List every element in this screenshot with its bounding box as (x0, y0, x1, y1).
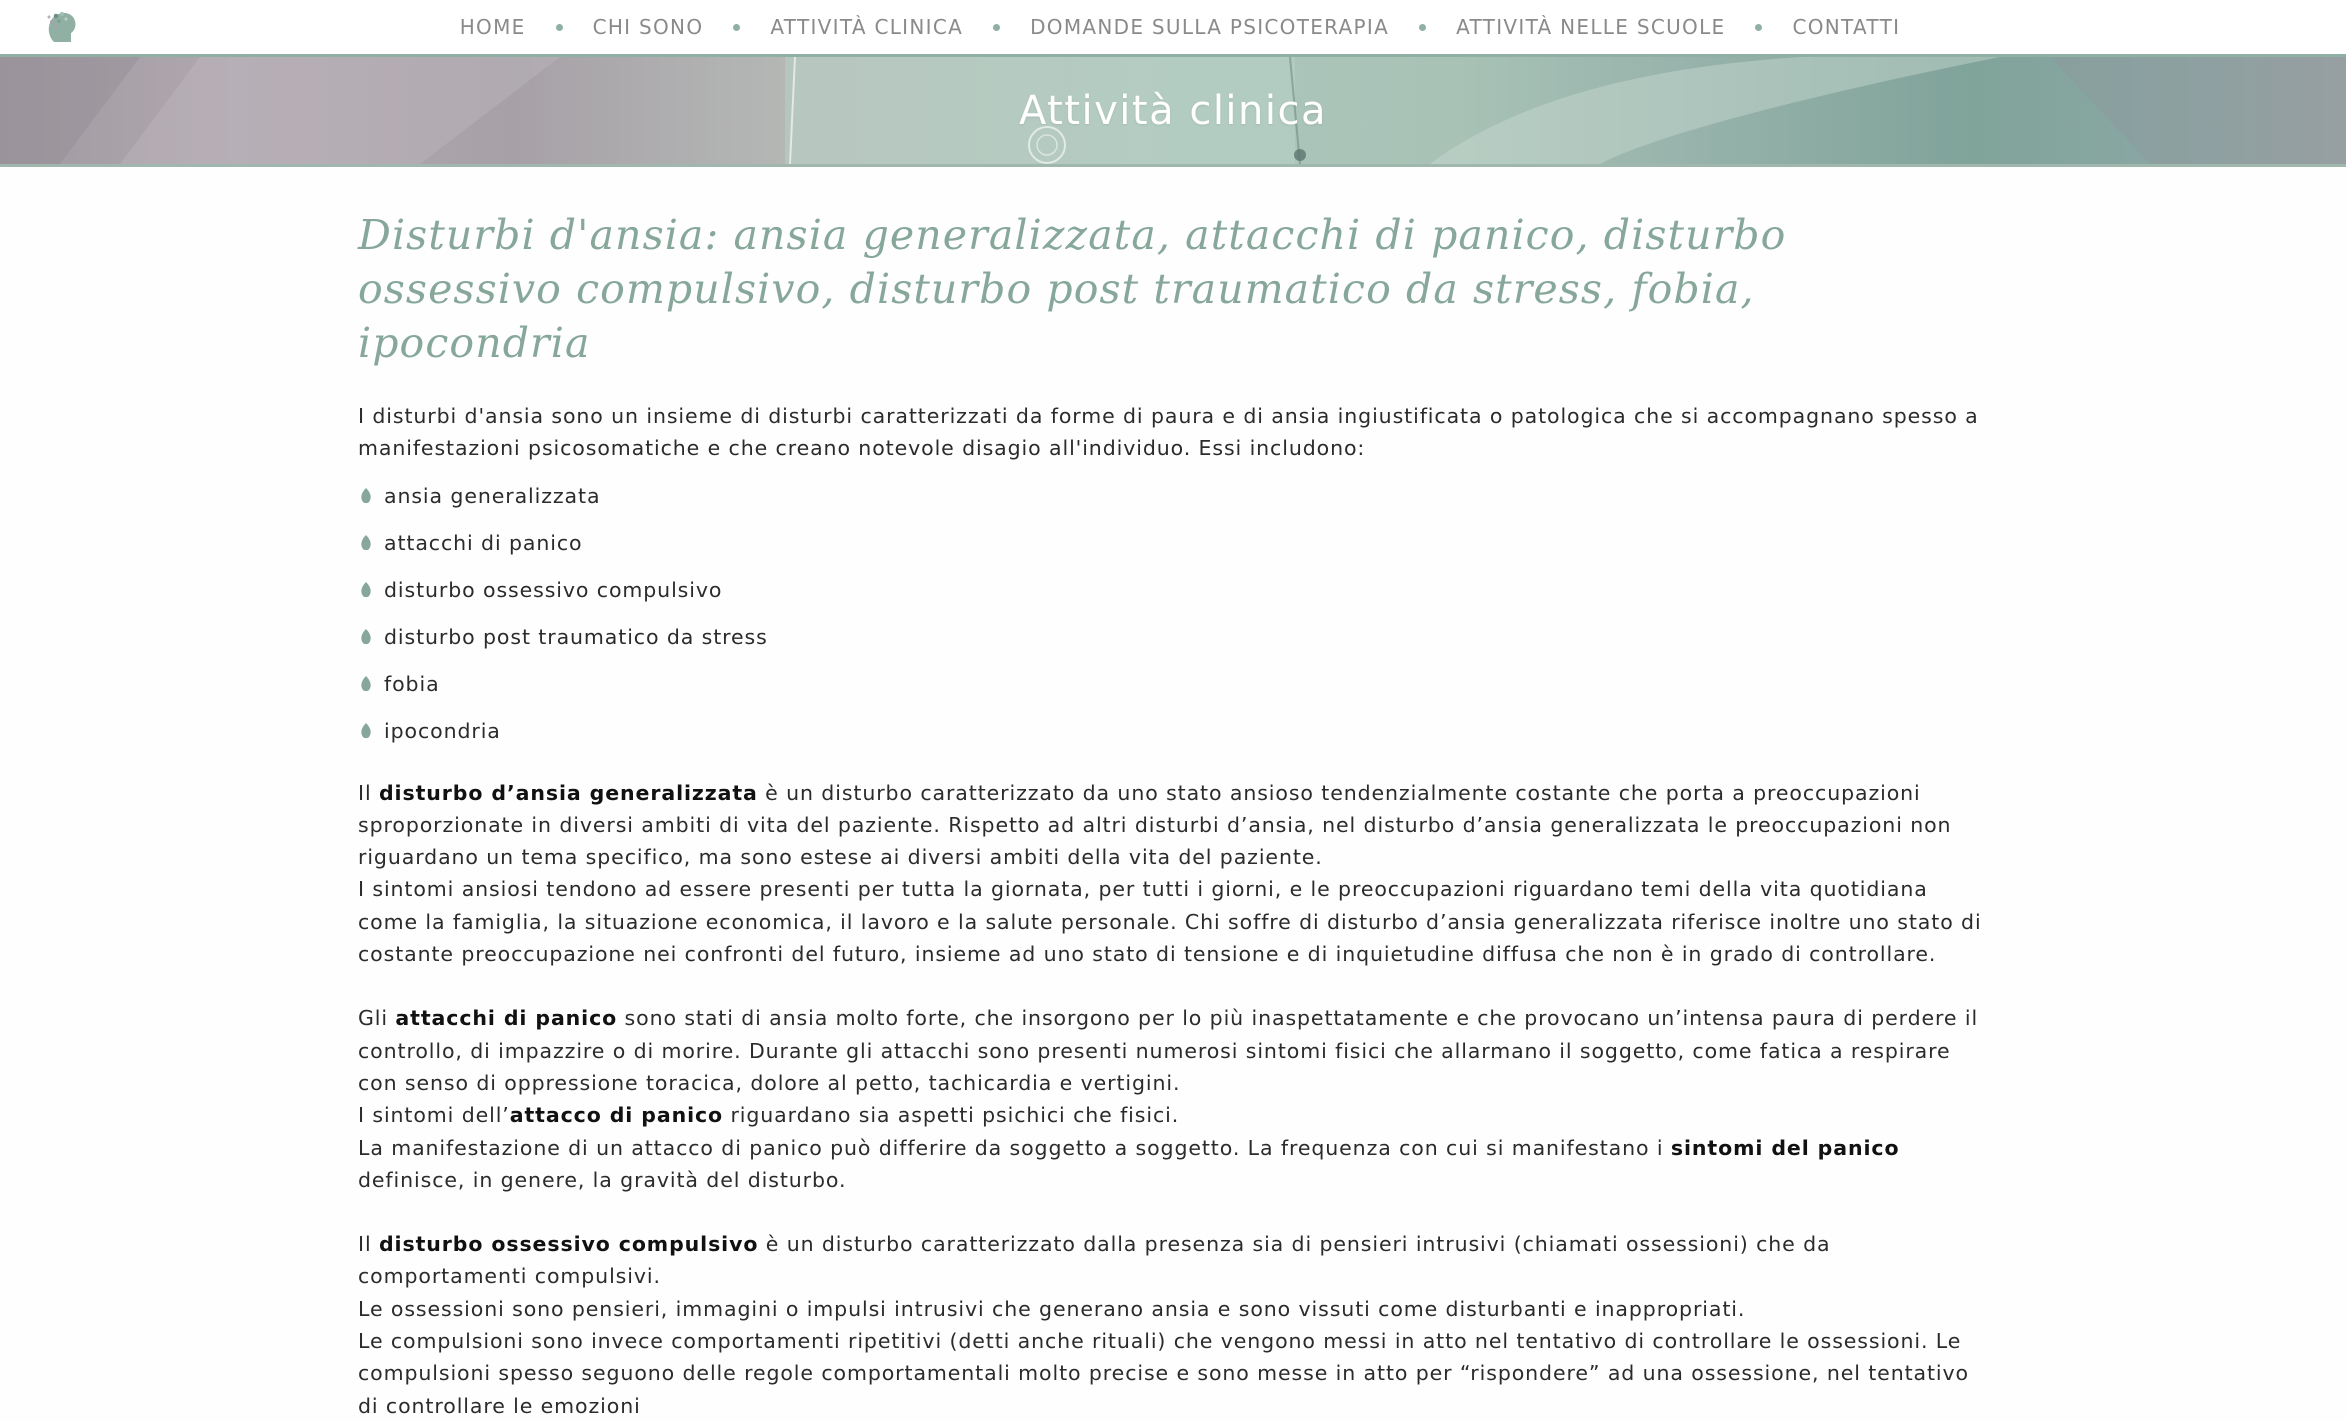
section-heading: Disturbi d'ansia: ansia generalizzata, attacchi di panico, disturbo ossessivo compulsivo, disturbo post traumatico da stress, fobia, ipocondria (358, 211, 1787, 367)
main-content (358, 208, 1988, 1422)
page-banner (0, 57, 2346, 167)
ocd-paragraph-2: Le ossessioni sono pensieri, immagini o impulsi intrusivi che generano ansia e sono vissuti come disturbanti e inappropriati. (358, 1296, 1746, 1321)
list-item (358, 708, 1988, 755)
text-run: Il (358, 1232, 379, 1257)
list-item (358, 473, 1988, 520)
nav-attivita-scuole[interactable]: ATTIVITÀ NELLE SCUOLE (1456, 15, 1726, 39)
list-item-label: disturbo post traumatico da stress (384, 625, 768, 650)
ocd-paragraph-1 (358, 1228, 1988, 1293)
list-item (358, 520, 1988, 567)
panic-paragraph-3 (358, 1132, 1988, 1197)
leaf-bullet-icon (358, 628, 374, 646)
text-run: è un disturbo caratterizzato da uno stato ansioso tendenzialmente costante che porta a preoccupazioni sproporzionate in diversi ambiti di vita del paziente. Rispetto ad altri disturbi d’ansia, nel disturbo d’ansia generalizzata le preoccupazioni non riguardano un tema specifico, ma sono estese ai diversi ambiti della vita del paziente. (358, 780, 1952, 870)
ocd-term: disturbo ossessivo compulsivo (378, 1232, 759, 1257)
panic-term: attacco di panico (509, 1103, 724, 1128)
disorders-list (358, 473, 1988, 755)
panic-term: attacchi di panico (395, 1006, 618, 1031)
list-item-label: disturbo ossessivo compulsivo (384, 578, 723, 603)
text-run: Il (358, 780, 379, 805)
nav-separator-dot (556, 24, 563, 31)
panic-section (358, 1002, 1988, 1196)
text-run: I sintomi dell’ (358, 1103, 510, 1128)
list-item-label: attacchi di panico (384, 531, 583, 556)
list-item (358, 614, 1988, 661)
intro-paragraph: I disturbi d'ansia sono un insieme di disturbi caratterizzati da forme di paura e di ansia ingiustificata o patologica che si accompagnano spesso a manifestazioni psicosomatiche e che creano notevole disagio all'individuo. Essi includono: (358, 404, 1979, 461)
leaf-bullet-icon (358, 675, 374, 693)
nav-home[interactable]: HOME (459, 15, 526, 39)
main-menu (0, 0, 2346, 54)
text-run: è un disturbo caratterizzato dalla presenza sia di pensieri intrusivi (chiamati ossessioni) che da comportamenti compulsivi. (358, 1232, 1831, 1289)
text-run: La manifestazione di un attacco di panico può differire da soggetto a soggetto. La frequenza con cui si manifestano i (358, 1135, 1671, 1160)
leaf-bullet-icon (358, 534, 374, 552)
list-item-label: ansia generalizzata (384, 484, 601, 509)
text-run: riguardano sia aspetti psichici che fisici. (723, 1103, 1180, 1128)
leaf-bullet-icon (358, 581, 374, 599)
list-item (358, 567, 1988, 614)
gad-term: disturbo d’ansia generalizzata (378, 780, 758, 805)
list-item (358, 661, 1988, 708)
list-item-label: ipocondria (384, 719, 501, 744)
nav-separator-dot (1419, 24, 1426, 31)
gad-section (358, 777, 1988, 971)
ocd-section (358, 1228, 1988, 1422)
ocd-paragraph-3: Le compulsioni sono invece comportamenti ripetitivi (detti anche rituali) che vengono messi in atto nel tentativo di controllare le ossessioni. Le compulsioni spesso seguono delle regole comportamentali molto precise e sono messe in atto per “rispondere” ad una ossessione, nel tentativo di controllare le emozioni (358, 1329, 1969, 1418)
text-run: sono stati di ansia molto forte, che insorgono per lo più inaspettatamente e che provocano un’intensa paura di perdere il controllo, di impazzire o di morire. Durante gli attacchi sono presenti numerosi sintomi fisici che allarmano il soggetto, come fatica a respirare con senso di oppressione toracica, dolore al petto, tachicardia e vertigini. (358, 1006, 1979, 1095)
nav-separator-dot (993, 24, 1000, 31)
nav-contatti[interactable]: CONTATTI (1792, 15, 1901, 39)
panic-paragraph-2 (358, 1099, 1988, 1131)
nav-domande-psicoterapia[interactable]: DOMANDE SULLA PSICOTERAPIA (1030, 15, 1390, 39)
panic-paragraph-1 (358, 1002, 1988, 1099)
leaf-bullet-icon (358, 722, 374, 740)
nav-separator-dot (733, 24, 740, 31)
nav-chi-sono[interactable]: CHI SONO (592, 15, 704, 39)
gad-paragraph-1 (358, 777, 1988, 874)
gad-paragraph-2: I sintomi ansiosi tendono ad essere presenti per tutta la giornata, per tutti i giorni, e le preoccupazioni riguardano temi della vita quotidiana come la famiglia, la situazione economica, il lavoro e la salute personale. Chi soffre di disturbo d’ansia generalizzata riferisce inoltre uno stato di costante preoccupazione nei confronti del futuro, insieme ad uno stato di tensione e di inquietudine diffusa che non è in grado di controllare. (358, 877, 1982, 967)
text-run: definisce, in genere, la gravità del disturbo. (358, 1167, 847, 1192)
nav-attivita-clinica[interactable]: ATTIVITÀ CLINICA (770, 15, 964, 39)
leaf-bullet-icon (358, 487, 374, 505)
page-title: Attività clinica (1018, 87, 1328, 134)
text-run: Gli (358, 1006, 396, 1031)
list-item-label: fobia (384, 672, 440, 697)
panic-term: sintomi del panico (1670, 1135, 1900, 1160)
top-navbar (0, 0, 2346, 57)
nav-separator-dot (1755, 24, 1762, 31)
